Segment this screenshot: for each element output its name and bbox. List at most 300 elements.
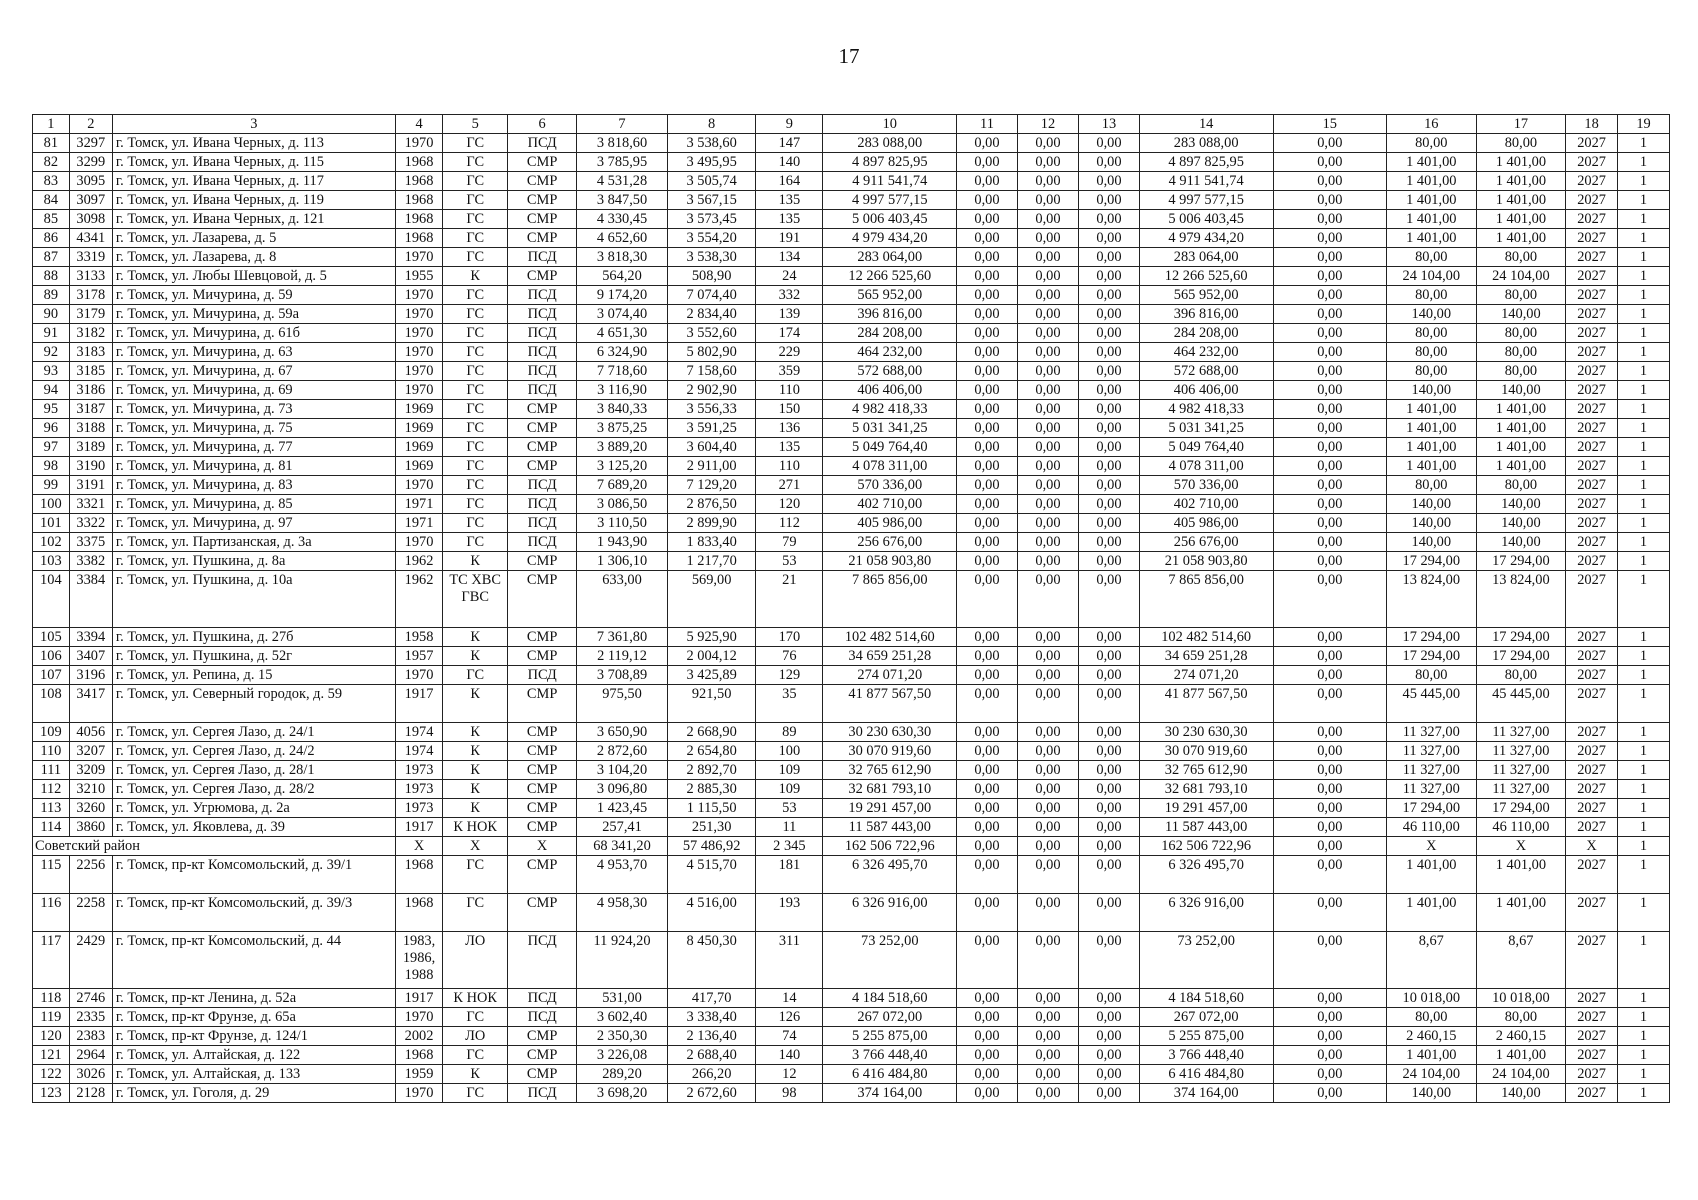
table-cell: ГС: [443, 134, 508, 153]
table-cell: 193: [756, 894, 823, 932]
table-cell: 34 659 251,28: [1139, 647, 1273, 666]
table-cell: 2027: [1566, 1008, 1618, 1027]
table-cell: 3178: [69, 286, 112, 305]
table-cell: 565 952,00: [1139, 286, 1273, 305]
table-cell: 3098: [69, 210, 112, 229]
table-cell: 87: [33, 248, 70, 267]
table-cell: 99: [33, 476, 70, 495]
table-cell: К: [443, 685, 508, 723]
table-cell: 3 840,33: [577, 400, 668, 419]
table-cell: 17 294,00: [1386, 628, 1476, 647]
column-header: 7: [577, 115, 668, 134]
table-cell: 4 997 577,15: [823, 191, 957, 210]
table-cell: 0,00: [1079, 134, 1139, 153]
table-cell: 2027: [1566, 818, 1618, 837]
table-cell: К: [443, 1065, 508, 1084]
table-cell: 0,00: [957, 647, 1017, 666]
table-row: [33, 1008, 1670, 1027]
table-cell: 140,00: [1386, 305, 1476, 324]
table-cell: 0,00: [957, 742, 1017, 761]
column-header: 6: [508, 115, 577, 134]
table-cell: 256 676,00: [823, 533, 957, 552]
address-cell: г. Томск, пр-кт Ленина, д. 52а: [112, 989, 395, 1008]
table-cell: ПСД: [508, 286, 577, 305]
table-cell: 0,00: [957, 153, 1017, 172]
table-cell: 73 252,00: [1139, 932, 1273, 989]
table-cell: К: [443, 799, 508, 818]
table-cell: 3095: [69, 172, 112, 191]
column-header: 10: [823, 115, 957, 134]
table-cell: 2027: [1566, 628, 1618, 647]
table-cell: 111: [33, 761, 70, 780]
table-row: [33, 989, 1670, 1008]
table-cell: 3 573,45: [667, 210, 756, 229]
address-cell: г. Томск, пр-кт Фрунзе, д. 65а: [112, 1008, 395, 1027]
table-cell: 0,00: [1017, 1065, 1079, 1084]
table-cell: 2027: [1566, 324, 1618, 343]
table-cell: 140,00: [1476, 1084, 1566, 1103]
table-cell: 0,00: [1273, 343, 1386, 362]
table-cell: 2258: [69, 894, 112, 932]
table-cell: 80,00: [1476, 343, 1566, 362]
table-cell: 2128: [69, 1084, 112, 1103]
table-cell: 0,00: [1017, 134, 1079, 153]
table-cell: 464 232,00: [823, 343, 957, 362]
table-cell: 95: [33, 400, 70, 419]
table-cell: 1970: [395, 362, 443, 381]
table-cell: 32 681 793,10: [823, 780, 957, 799]
table-cell: 4 515,70: [667, 856, 756, 894]
column-header: 9: [756, 115, 823, 134]
address-cell: г. Томск, пр-кт Комсомольский, д. 44: [112, 932, 395, 989]
table-cell: 0,00: [1079, 780, 1139, 799]
table-cell: 0,00: [957, 476, 1017, 495]
table-cell: 0,00: [1273, 438, 1386, 457]
table-cell: 1973: [395, 761, 443, 780]
table-cell: 112: [33, 780, 70, 799]
table-cell: 274 071,20: [1139, 666, 1273, 685]
table-cell: 2027: [1566, 761, 1618, 780]
table-cell: 11 327,00: [1476, 780, 1566, 799]
table-cell: 82: [33, 153, 70, 172]
table-cell: 5 031 341,25: [823, 419, 957, 438]
table-cell: К НОК: [443, 818, 508, 837]
table-cell: 35: [756, 685, 823, 723]
table-cell: 88: [33, 267, 70, 286]
table-cell: 1: [1618, 343, 1670, 362]
table-cell: 0,00: [1079, 628, 1139, 647]
table-cell: 122: [33, 1065, 70, 1084]
table-cell: 251,30: [667, 818, 756, 837]
table-cell: 406 406,00: [823, 381, 957, 400]
table-cell: 0,00: [1017, 153, 1079, 172]
table-cell: 1 401,00: [1386, 191, 1476, 210]
table-cell: 1: [1618, 856, 1670, 894]
table-cell: 3260: [69, 799, 112, 818]
table-cell: 13 824,00: [1476, 571, 1566, 628]
column-header: 3: [112, 115, 395, 134]
column-header: 16: [1386, 115, 1476, 134]
table-cell: 12 266 525,60: [1139, 267, 1273, 286]
table-cell: 1958: [395, 628, 443, 647]
table-cell: 2027: [1566, 400, 1618, 419]
table-cell: 4 897 825,95: [1139, 153, 1273, 172]
table-cell: 2027: [1566, 647, 1618, 666]
table-body: [33, 115, 1670, 1103]
table-cell: ПСД: [508, 666, 577, 685]
table-cell: 2027: [1566, 856, 1618, 894]
table-cell: 3 766 448,40: [823, 1046, 957, 1065]
table-cell: 32 681 793,10: [1139, 780, 1273, 799]
table-cell: ГС: [443, 305, 508, 324]
table-cell: 2027: [1566, 381, 1618, 400]
table-cell: 284 208,00: [823, 324, 957, 343]
table-cell: 140,00: [1386, 1084, 1476, 1103]
table-cell: 17 294,00: [1476, 647, 1566, 666]
table-cell: 140,00: [1476, 495, 1566, 514]
table-cell: 1 401,00: [1476, 894, 1566, 932]
table-cell: 41 877 567,50: [823, 685, 957, 723]
table-cell: 4 531,28: [577, 172, 668, 191]
column-header: 14: [1139, 115, 1273, 134]
table-cell: 140,00: [1476, 381, 1566, 400]
table-row: [33, 286, 1670, 305]
table-cell: 10 018,00: [1386, 989, 1476, 1008]
table-row: [33, 305, 1670, 324]
table-cell: 3188: [69, 419, 112, 438]
column-header: 17: [1476, 115, 1566, 134]
table-cell: 5 049 764,40: [1139, 438, 1273, 457]
table-cell: 0,00: [1079, 571, 1139, 628]
address-cell: г. Томск, ул. Алтайская, д. 133: [112, 1065, 395, 1084]
table-row: [33, 153, 1670, 172]
table-cell: ГС: [443, 229, 508, 248]
table-cell: 0,00: [1017, 229, 1079, 248]
table-row: [33, 191, 1670, 210]
table-row: [33, 514, 1670, 533]
table-cell: 1968: [395, 210, 443, 229]
table-cell: 0,00: [957, 571, 1017, 628]
table-cell: 0,00: [1017, 818, 1079, 837]
table-cell: 1 401,00: [1476, 856, 1566, 894]
table-cell: 21 058 903,80: [823, 552, 957, 571]
table-cell: 83: [33, 172, 70, 191]
table-row: [33, 552, 1670, 571]
table-cell: 6 326 495,70: [1139, 856, 1273, 894]
table-cell: 2 668,90: [667, 723, 756, 742]
address-cell: г. Томск, ул. Лазарева, д. 8: [112, 248, 395, 267]
table-cell: 1962: [395, 571, 443, 628]
table-row: [33, 628, 1670, 647]
table-cell: 80,00: [1476, 134, 1566, 153]
table-cell: 4 982 418,33: [1139, 400, 1273, 419]
table-cell: 1 401,00: [1476, 419, 1566, 438]
table-cell: 30 230 630,30: [823, 723, 957, 742]
table-cell: 1973: [395, 799, 443, 818]
table-cell: 0,00: [1273, 723, 1386, 742]
table-cell: 1: [1618, 362, 1670, 381]
table-cell: 2027: [1566, 248, 1618, 267]
table-cell: 0,00: [1079, 1027, 1139, 1046]
table-cell: 1917: [395, 989, 443, 1008]
table-cell: 1: [1618, 932, 1670, 989]
table-cell: 0,00: [1273, 400, 1386, 419]
table-cell: 1983, 1986, 1988: [395, 932, 443, 989]
table-cell: 24: [756, 267, 823, 286]
table-cell: К: [443, 780, 508, 799]
table-row: [33, 1084, 1670, 1103]
table-cell: 140: [756, 1046, 823, 1065]
table-cell: 0,00: [1017, 305, 1079, 324]
table-cell: 6 416 484,80: [1139, 1065, 1273, 1084]
table-cell: 11 327,00: [1386, 742, 1476, 761]
table-cell: 96: [33, 419, 70, 438]
table-cell: 12 266 525,60: [823, 267, 957, 286]
table-cell: 0,00: [1273, 134, 1386, 153]
table-cell: 2027: [1566, 666, 1618, 685]
table-cell: 1: [1618, 552, 1670, 571]
table-row: [33, 134, 1670, 153]
table-cell: 1: [1618, 134, 1670, 153]
column-header: 8: [667, 115, 756, 134]
table-cell: 1973: [395, 780, 443, 799]
table-cell: 0,00: [1273, 989, 1386, 1008]
table-cell: 267 072,00: [823, 1008, 957, 1027]
column-header: 1: [33, 115, 70, 134]
table-cell: 174: [756, 324, 823, 343]
table-cell: 3394: [69, 628, 112, 647]
table-cell: 3196: [69, 666, 112, 685]
table-cell: 0,00: [957, 780, 1017, 799]
table-cell: 5 802,90: [667, 343, 756, 362]
table-cell: 311: [756, 932, 823, 989]
table-cell: 5 255 875,00: [1139, 1027, 1273, 1046]
table-cell: 2027: [1566, 514, 1618, 533]
table-cell: 3209: [69, 761, 112, 780]
table-cell: 1: [1618, 1084, 1670, 1103]
table-cell: 1: [1618, 210, 1670, 229]
table-cell: 921,50: [667, 685, 756, 723]
table-cell: 94: [33, 381, 70, 400]
table-cell: СМР: [508, 1046, 577, 1065]
table-cell: 191: [756, 229, 823, 248]
table-cell: ГС: [443, 362, 508, 381]
table-cell: 2 911,00: [667, 457, 756, 476]
table-cell: 46 110,00: [1386, 818, 1476, 837]
table-cell: 118: [33, 989, 70, 1008]
table-cell: 24 104,00: [1386, 267, 1476, 286]
table-cell: 0,00: [1079, 761, 1139, 780]
table-cell: 4 330,45: [577, 210, 668, 229]
table-cell: 3 708,89: [577, 666, 668, 685]
table-cell: 0,00: [1273, 381, 1386, 400]
table-cell: 2 654,80: [667, 742, 756, 761]
table-cell: 85: [33, 210, 70, 229]
table-cell: 5 031 341,25: [1139, 419, 1273, 438]
table-cell: 14: [756, 989, 823, 1008]
table-cell: 9 174,20: [577, 286, 668, 305]
table-cell: 1: [1618, 1027, 1670, 1046]
table-cell: 569,00: [667, 571, 756, 628]
table-cell: 162 506 722,96: [823, 837, 957, 856]
table-cell: 73 252,00: [823, 932, 957, 989]
table-cell: 1: [1618, 1065, 1670, 1084]
table-cell: 2 688,40: [667, 1046, 756, 1065]
table-cell: ГС: [443, 248, 508, 267]
table-cell: 0,00: [1017, 457, 1079, 476]
table-cell: 21: [756, 571, 823, 628]
table-cell: 402 710,00: [823, 495, 957, 514]
table-cell: 2 902,90: [667, 381, 756, 400]
table-cell: 1: [1618, 172, 1670, 191]
table-cell: 0,00: [1273, 856, 1386, 894]
table-cell: 0,00: [957, 286, 1017, 305]
table-cell: 2027: [1566, 438, 1618, 457]
table-cell: 4 184 518,60: [823, 989, 957, 1008]
table-cell: СМР: [508, 552, 577, 571]
table-row: [33, 343, 1670, 362]
table-cell: 4 652,60: [577, 229, 668, 248]
table-cell: 0,00: [1017, 286, 1079, 305]
table-cell: 1 401,00: [1386, 419, 1476, 438]
table-cell: 11 327,00: [1386, 780, 1476, 799]
table-cell: 0,00: [957, 362, 1017, 381]
table-cell: 2 350,30: [577, 1027, 668, 1046]
table-cell: 0,00: [1079, 457, 1139, 476]
table-cell: 0,00: [957, 989, 1017, 1008]
table-cell: 0,00: [1273, 1084, 1386, 1103]
table-cell: 0,00: [1273, 191, 1386, 210]
table-cell: 3 818,60: [577, 134, 668, 153]
table-cell: 0,00: [957, 628, 1017, 647]
table-cell: 0,00: [1079, 172, 1139, 191]
table-cell: 1955: [395, 267, 443, 286]
table-cell: 106: [33, 647, 70, 666]
table-cell: 84: [33, 191, 70, 210]
table-cell: 0,00: [1079, 723, 1139, 742]
table-cell: 1970: [395, 1008, 443, 1027]
table-cell: ГС: [443, 400, 508, 419]
table-cell: 4 979 434,20: [823, 229, 957, 248]
table-cell: 0,00: [957, 1008, 1017, 1027]
table-cell: 3183: [69, 343, 112, 362]
table-cell: 1970: [395, 476, 443, 495]
table-cell: 0,00: [957, 438, 1017, 457]
table-cell: 0,00: [1273, 1046, 1386, 1065]
table-row: [33, 1065, 1670, 1084]
table-cell: 80,00: [1476, 666, 1566, 685]
table-cell: 93: [33, 362, 70, 381]
table-cell: 0,00: [1273, 267, 1386, 286]
table-cell: 0,00: [1273, 172, 1386, 191]
table-cell: 0,00: [1079, 248, 1139, 267]
table-cell: 3 591,25: [667, 419, 756, 438]
table-cell: 1970: [395, 324, 443, 343]
table-cell: 3321: [69, 495, 112, 514]
table-cell: 113: [33, 799, 70, 818]
table-cell: 3 495,95: [667, 153, 756, 172]
table-cell: 0,00: [1079, 514, 1139, 533]
table-cell: 0,00: [1273, 571, 1386, 628]
table-cell: 0,00: [1079, 191, 1139, 210]
table-cell: 0,00: [957, 685, 1017, 723]
table-cell: 1: [1618, 381, 1670, 400]
table-cell: 3322: [69, 514, 112, 533]
table-cell: 108: [33, 685, 70, 723]
table-cell: 1968: [395, 191, 443, 210]
table-cell: 7 074,40: [667, 286, 756, 305]
table-cell: 1: [1618, 248, 1670, 267]
table-cell: 3 116,90: [577, 381, 668, 400]
table-cell: 126: [756, 1008, 823, 1027]
address-cell: г. Томск, ул. Мичурина, д. 97: [112, 514, 395, 533]
table-cell: 508,90: [667, 267, 756, 286]
table-cell: 17 294,00: [1386, 552, 1476, 571]
table-cell: 1: [1618, 666, 1670, 685]
table-cell: 3179: [69, 305, 112, 324]
table-cell: 0,00: [1273, 1027, 1386, 1046]
table-cell: 283 088,00: [1139, 134, 1273, 153]
table-cell: 136: [756, 419, 823, 438]
table-cell: 1: [1618, 400, 1670, 419]
table-cell: 1974: [395, 742, 443, 761]
address-cell: г. Томск, ул. Сергея Лазо, д. 28/2: [112, 780, 395, 799]
table-cell: СМР: [508, 419, 577, 438]
table-cell: 4 982 418,33: [823, 400, 957, 419]
table-cell: 89: [33, 286, 70, 305]
table-cell: 1970: [395, 533, 443, 552]
table-cell: 109: [756, 761, 823, 780]
table-cell: 3189: [69, 438, 112, 457]
table-cell: 11 327,00: [1476, 742, 1566, 761]
table-cell: 3 226,08: [577, 1046, 668, 1065]
table-cell: 12: [756, 1065, 823, 1084]
table-cell: 1 115,50: [667, 799, 756, 818]
table-cell: 0,00: [957, 419, 1017, 438]
table-cell: 2027: [1566, 495, 1618, 514]
table-cell: 102 482 514,60: [823, 628, 957, 647]
table-cell: 0,00: [1017, 647, 1079, 666]
table-cell: 46 110,00: [1476, 818, 1566, 837]
table-cell: 0,00: [1017, 1008, 1079, 1027]
address-cell: г. Томск, ул. Сергея Лазо, д. 24/1: [112, 723, 395, 742]
table-cell: 17 294,00: [1476, 552, 1566, 571]
table-cell: 140,00: [1386, 514, 1476, 533]
table-row: [33, 324, 1670, 343]
table-cell: 91: [33, 324, 70, 343]
table-cell: 3187: [69, 400, 112, 419]
table-cell: 0,00: [957, 495, 1017, 514]
table-cell: СМР: [508, 457, 577, 476]
table-cell: 2027: [1566, 1046, 1618, 1065]
table-cell: 289,20: [577, 1065, 668, 1084]
table-cell: 30 070 919,60: [823, 742, 957, 761]
address-cell: г. Томск, пр-кт Фрунзе, д. 124/1: [112, 1027, 395, 1046]
table-cell: 1 401,00: [1386, 856, 1476, 894]
table-cell: 0,00: [1079, 894, 1139, 932]
table-cell: 7 865 856,00: [1139, 571, 1273, 628]
table-cell: 0,00: [1017, 438, 1079, 457]
table-cell: 3207: [69, 742, 112, 761]
district-name: Советский район: [33, 837, 396, 856]
table-cell: 1: [1618, 837, 1670, 856]
table-cell: 0,00: [1017, 1046, 1079, 1065]
table-cell: К: [443, 267, 508, 286]
table-cell: 572 688,00: [1139, 362, 1273, 381]
table-cell: 2027: [1566, 780, 1618, 799]
table-cell: 135: [756, 210, 823, 229]
table-cell: 0,00: [1017, 571, 1079, 628]
